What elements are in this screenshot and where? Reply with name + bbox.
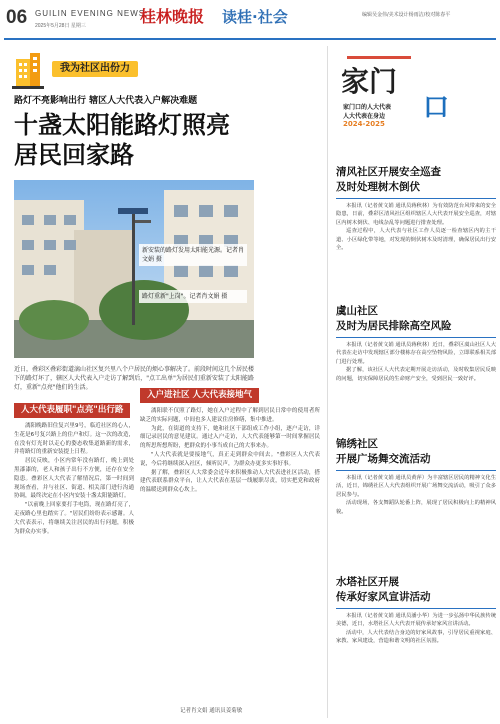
building-icon — [12, 49, 44, 89]
column-banner: 我为社区出份力 — [52, 61, 138, 77]
page-header — [0, 0, 500, 46]
logo-main-text-2: 口 — [423, 93, 450, 123]
header-divider — [4, 38, 496, 40]
sidebar-rule — [336, 337, 496, 338]
body-paragraph: 居民反映，小区内常年没有路灯，晚上到处黑漆漆的，老人和孩子出行不方便，还存在安全隐患。叠彩区人大代表了解情况后，第一时间到现场查看，并与社区、街道、相关部门进行沟通协调，最终决定在小区内安装十盏太阳能路灯。 — [14, 458, 134, 500]
body-paragraph: 为此，在街道的支持下，她和社区干部组成工作小组，逐户走访，详细记录居民的意见建议。通过入户走访，人大代表能够第一时间掌握居民的所思所想所盼，把群众的小事当成自己的大事来办。 — [140, 425, 320, 450]
sidebar-item-title: 清风社区开展安全巡查 及时处理树木倒伏 — [336, 166, 441, 193]
sidebar-paragraph: 本报讯（记者黄文娟 通讯员蒋秋林）为有效防范台风带来的安全隐患，日前，叠彩区清风社区组织辖区人大代表开展安全巡查，对辖区内树木倒伏、电线杂乱等问题进行排查处理。 — [336, 203, 496, 226]
sidebar-paragraph: 活动现场，各支舞蹈队轮番上阵，展现了居民积极向上的精神风貌。 — [336, 500, 496, 515]
byline: 记者肖文娟 通讯员姜菊敏 — [180, 708, 243, 714]
sidebar-item-body — [336, 341, 496, 431]
issue-date: 2025年5月28日 星期三 — [35, 23, 86, 29]
sidebar-rule — [336, 608, 496, 609]
paper-logo: 桂林晚报 — [140, 7, 205, 26]
body-paragraph: "人大代表就是要接地气，真正走到群众中间去。"叠彩区人大代表说，今后将继续深入社区，倾听民声，为群众办更多实事好事。 — [140, 451, 320, 467]
logo-year: 2024-2025 — [343, 120, 385, 128]
photo-caption-1: 新安装的路灯发用太阳能光源。记者肖文娟 摄 — [139, 244, 247, 266]
sidebar-item-body — [336, 202, 496, 297]
photo-caption-2: 路灯重新"上岗"。记者肖文娟 摄 — [139, 290, 247, 303]
body-paragraph: 据了解，叠彩区人大常委会近年来积极推动人大代表进社区活动，搭建代表联系群众平台，让人大代表在基层一线履职尽责，切实把党和政府的温暖送到群众心坎上。 — [140, 469, 320, 494]
lead-paragraph: 近日，叠彩区叠彩街道漓山社区复兴里八个户居民的烦心事解决了。前段时间这几个居民楼下的路灯坏了，辖区人大代表入户走访了解到后，"点工出单"为居民们重新安装了太阳能路灯，重新"点亮"他们的生活。 — [14, 366, 255, 391]
body-paragraph: 漓阳晚路旧住复兴里9号，临近社区的心人，生花是6号复兴路上的住户和灯。这一次的改造，在没有灯光时以走心的姿态收集道路新的需求，并将路灯的重新安装提上日程。 — [14, 423, 134, 456]
sidebar-rule — [336, 198, 496, 199]
subhead-1: 人大代表履职"点亮"出行路 — [14, 403, 130, 418]
body-column-1 — [14, 422, 134, 702]
kicker: 路灯不亮影响出行 辖区人大代表入户解决难题 — [14, 96, 198, 106]
sidebar-rule — [336, 470, 496, 471]
subhead-2: 入户进社区 人大代表接地气 — [140, 388, 259, 403]
sidebar-item-body — [336, 474, 496, 569]
logo-subtitle-2: 人大代表在身边 — [343, 113, 386, 120]
sidebar-paragraph: 本报讯（记者黄文娟 通讯员潘小华）为进一步弘扬中华民族传统美德，近日，水塔社区人大代表开展传承好家风宣讲活动。 — [336, 613, 496, 628]
body-paragraph: 漓阳联不仅照了路灯，她在入户过程中了解到居民日常中的使用者所缺乏的实际问题，中间也多人建议住房修缮，集中推进。 — [140, 408, 320, 423]
logo-accent-bar — [347, 56, 411, 59]
section-title: 读桂·社会 — [222, 8, 288, 26]
paper-name-en: GUILIN EVENING NEWS — [35, 9, 146, 18]
headline: 十盏太阳能路灯照亮居民回家路 — [14, 111, 230, 169]
sidebar-item-title: 虞山社区 及时为居民排除高空风险 — [336, 305, 452, 332]
body-column-2 — [140, 407, 320, 702]
logo-subtitle-1: 家门口的人大代表 — [343, 104, 392, 111]
column-logo — [335, 52, 495, 152]
sidebar-paragraph: 本报讯（记者黄文娟 通讯员黄萍）为丰富辖区居民的精神文化生活，近日，锦绣社区人大代表组织开展广场舞交流活动，吸引了众多居民参与。 — [336, 475, 496, 498]
street-lamp-photo — [14, 180, 254, 358]
logo-main-text: 家门 — [341, 65, 398, 98]
editor-info: 编辑吴金伟/美术设计杨雨洁/校对陈春平 — [362, 12, 451, 18]
sidebar-item-title: 锦绣社区 开展广场舞交流活动 — [336, 438, 431, 465]
sidebar-paragraph: 本报讯（记者黄文娟 通讯员蒋秋林）近日，叠彩区虞山社区人大代表在走访中发现辖区部分楼栋存在高空坠物风险，立即联系相关部门进行处理。 — [336, 342, 496, 365]
sidebar-paragraph: 活动中，人大代表结合身边的好家风故事，引导居民重视家庭、家教、家风建设，营造和谐文明的社区氛围。 — [336, 629, 496, 645]
column-divider — [327, 46, 328, 718]
sidebar-item-title: 水塔社区开展 传承好家风宣讲活动 — [336, 576, 431, 603]
sidebar-item-body — [336, 612, 496, 717]
page-number: 06 — [6, 7, 28, 28]
body-paragraph: "以前晚上回家要打手电筒，现在路灯亮了，走夜路心里也踏实了。"居民们纷纷表示感谢。人大代表表示，将继续关注居民的出行问题，积极为群众办实事。 — [14, 502, 134, 535]
sidebar-paragraph: 巡查过程中，人大代表与社区工作人员逐一检查辖区内的主干道、小区绿化带等地，对发现的倒伏树木及时清理，确保居民出行安全。 — [336, 228, 496, 252]
sidebar-paragraph: 据了解，该社区人大代表定期开展走访活动，及时收集居民反映的问题，切实保障居民的生命财产安全，受到居民一致好评。 — [336, 367, 496, 382]
